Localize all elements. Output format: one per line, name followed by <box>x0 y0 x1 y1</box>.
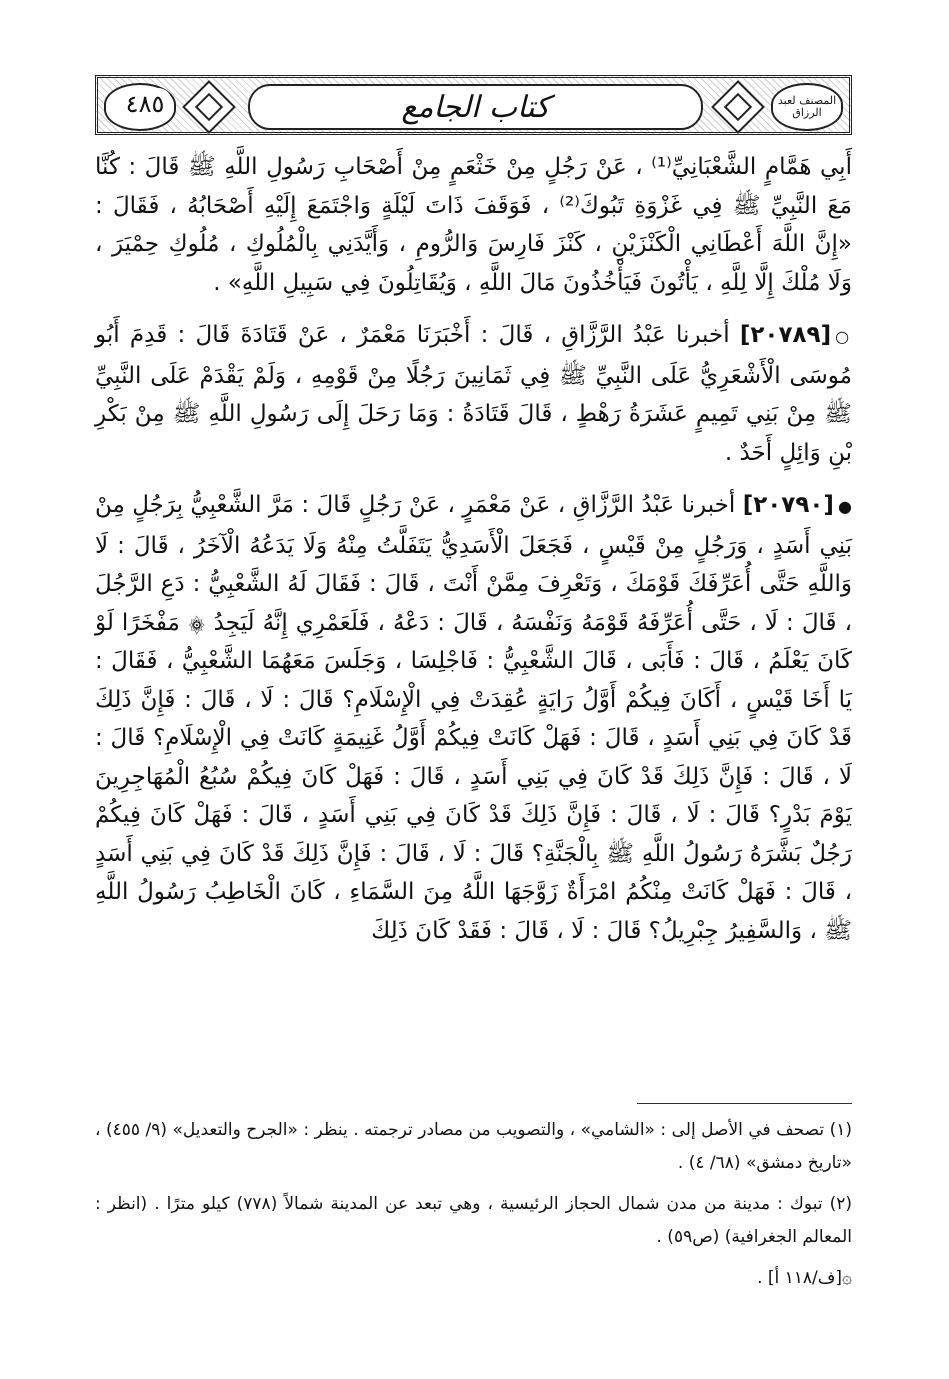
hadith-text: أخبرنا عَبْدُ الرَّزَّاقِ ، قَالَ : أَخْبَرَنَا مَعْمَرٌ ، عَنْ قَتَادَةَ قَالَ : قَدِمَ أَبُو مُوسَى الْأَشْعَرِيُّ عَلَى النَّبِيِّ ﷺ فِي ثَمَانِينَ رَجُلًا مِنْ قَوْمِهِ ، وَلَمْ يَقْدَمْ عَلَى النَّبِيِّ ﷺ مِنْ بَنِي تَمِيمٍ عَشَرَةُ رَهْطٍ ، قَالَ قَتَادَةُ : وَمَا رَحَلَ إِلَى رَسُولِ اللَّهِ ﷺ مِنْ بَكْرِ بْنِ وَائِلٍ أَحَدٌ . <box>95 322 852 466</box>
page-number: ٤٨٥ <box>118 88 172 120</box>
chapter-title: كتاب الجامع <box>248 84 703 130</box>
hadith-text: أخبرنا عَبْدُ الرَّزَّاقِ ، عَنْ مَعْمَرٍ ، عَنْ رَجُلٍ قَالَ : مَرَّ الشَّعْبِيُّ بِرَجُلٍ مِنْ بَنِي أَسَدٍ ، وَرَجُلٍ مِنْ قَيْسٍ ، فَجَعَلَ الْأَسَدِيُّ يَتَفَلَّتُ مِنْهُ وَلَا يَدَعُهُ الْآخَرُ ، قَالَ : لَا وَاللَّهِ حَتَّى أُعَرِّفَكَ قَوْمَكَ ، وَتَعْرِفَ مِمَّنْ أَنْتَ ، قَالَ : فَقَالَ لَهُ الشَّعْبِيُّ : دَعِ الرَّجُلَ ، قَالَ : لَا ، حَتَّى أُعَرِّفَهُ قَوْمَهُ وَنَفْسَهُ ، قَالَ : دَعْهُ ، فَلَعَمْرِي إِنَّهُ لَيَجِدُ ۞ مَفْخَرًا لَوْ كَانَ يَعْلَمُ ، قَالَ : فَأَبَى ، قَالَ الشَّعْبِيُّ : فَاجْلِسَا ، وَجَلَسَ مَعَهُمَا الشَّعْبِيُّ ، فَقَالَ : يَا أَخَا قَيْسٍ ، أَكَانَ فِيكُمْ أَوَّلُ رَايَةٍ عُقِدَتْ فِي الْإِسْلَامِ؟ قَالَ : لَا ، قَالَ : فَإِنَّ ذَلِكَ قَدْ كَانَ فِي بَنِي أَسَدٍ ، قَالَ : فَهَلْ كَانَتْ فِيكُمْ أَوَّلُ غَنِيمَةٍ كَانَتْ فِي الْإِسْلَامِ؟ قَالَ : لَا ، قَالَ : فَإِنَّ ذَلِكَ قَدْ كَانَ فِي بَنِي أَسَدٍ ، قَالَ : فَهَلْ كَانَ فِيكُمْ سُبُعُ الْمُهَاجِرِينَ يَوْمَ بَدْرٍ؟ قَالَ : لَا ، قَالَ : فَإِنَّ ذَلِكَ قَدْ كَانَ فِي بَنِي أَسَدٍ ، قَالَ : فَهَلْ كَانَ فِيكُمْ رَجُلٌ بَشَّرَهُ رَسُولُ اللَّهِ ﷺ بِالْجَنَّةِ؟ قَالَ : لَا ، قَالَ : فَإِنَّ ذَلِكَ قَدْ كَانَ فِي بَنِي أَسَدٍ ، قَالَ : فَهَلْ كَانَتْ مِنْكُمُ امْرَأَةٌ زَوَّجَهَا اللَّهُ مِنَ السَّمَاءِ ، كَانَ الْخَاطِبُ رَسُولُ اللَّهِ ﷺ ، وَالسَّفِيرُ جِبْرِيلُ؟ قَالَ : لَا ، قَالَ : فَقَدْ كَانَ ذَلِكَ <box>95 492 852 944</box>
paragraph-hadith-20790 <box>95 486 852 950</box>
page-header <box>95 75 852 135</box>
ornament-knot-icon <box>711 80 765 134</box>
footnote-1: (١) تصحف في الأصل إلى : «الشامي» ، والتصويب من مصادر ترجمته . ينظر : «الجرح والتعديل» (٩/ ٤٥٥) ، «تاريخ دمشق» (٦٨/ ٤) . <box>95 1120 853 1173</box>
footnote-divider <box>637 1103 852 1104</box>
hadith-number: [٢٠٧٩٠] <box>742 492 834 518</box>
main-text <box>95 148 852 950</box>
book-emblem <box>771 83 843 131</box>
paragraph-hadith-20789 <box>95 316 852 472</box>
book-emblem-text: المصنف لعبد الرزاق <box>777 94 837 119</box>
ornament-knot-icon <box>182 80 236 134</box>
hollow-circle-marker: ○ <box>835 327 852 346</box>
footnotes <box>95 1114 852 1303</box>
paragraph-hadith-continuation: أَبِي هَمَّامٍ الشَّعْبَانِيِّ⁽¹⁾ ، عَنْ رَجُلٍ مِنْ خَثْعَمٍ مِنْ أَصْحَابِ رَسُولِ اللَّهِ ﷺ قَالَ : كُنَّا مَعَ النَّبِيِّ ﷺ فِي غَزْوَةِ تَبُوكَ⁽²⁾ ، فَوَقَفَ ذَاتَ لَيْلَةٍ وَاجْتَمَعَ إِلَيْهِ أَصْحَابُهُ ، فَقَالَ : «إِنَّ اللَّهَ أَعْطَانِي الْكَنْزَيْنِ ، كَنْزَ فَارِسَ وَالرُّومِ ، وَأَيَّدَنِي بِالْمُلُوكِ ، مُلُوكِ حِمْيَرَ ، وَلَا مُلْكَ إِلَّا لِلَّهِ ، يَأْتُونَ فَيَأْخُذُونَ مَالَ اللَّهِ ، وَيُقَاتِلُونَ فِي سَبِيلِ اللَّهِ» . <box>95 154 852 296</box>
hadith-number: [٢٠٧٨٩] <box>739 322 832 348</box>
filled-circle-marker: ● <box>837 497 853 516</box>
manuscript-folio-note: ۞[ف/١١٨ أ] . <box>757 1268 852 1288</box>
footnote-2: (٢) تبوك : مدينة من مدن شمال الحجاز الرئيسية ، وهي تبعد عن المدينة شمالاً (٧٧٨) كيلو مترًا . (انظر : المعالم الجغرافية) (ص٥٩) . <box>95 1194 852 1247</box>
